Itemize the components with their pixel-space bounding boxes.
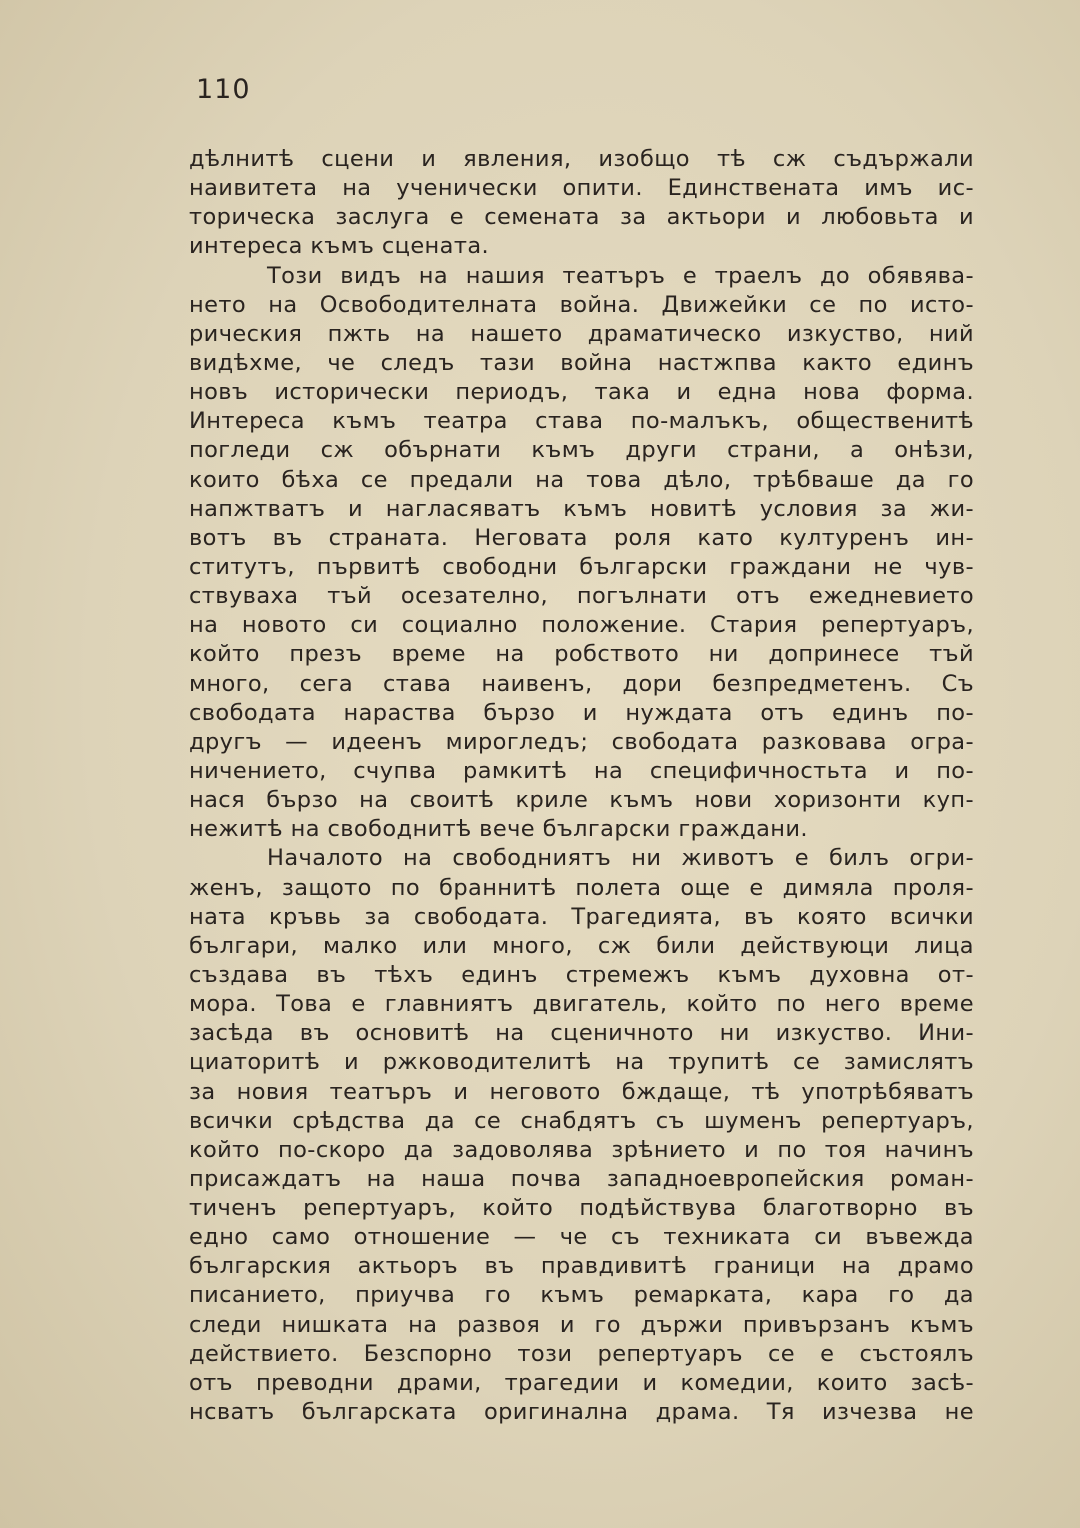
text-line: торическа заслуга е семената за актьори и любовьта и xyxy=(189,204,974,231)
text-line: създава въ тѣхъ единъ стремежъ къмъ духовна от- xyxy=(189,961,974,988)
text-line: нася бързо на своитѣ криле къмъ нови хоризонти куп- xyxy=(189,787,974,814)
text-line: вотъ въ страната. Неговата роля като културенъ ин- xyxy=(189,524,974,551)
text-line: циаторитѣ и ржководителитѣ на трупитѣ се замислятъ xyxy=(189,1049,974,1076)
text-line: ститутъ, първитѣ свободни български граждани не чув- xyxy=(189,553,974,580)
text-line: българи, малко или много, сж били действуюци лица xyxy=(189,932,974,959)
text-line: свободата нараства бързо и нуждата отъ единъ по- xyxy=(189,699,974,726)
page-number: 110 xyxy=(196,74,251,105)
text-line: който по-скоро да задоволява зрѣнието и по тоя начинъ xyxy=(189,1136,974,1163)
text-line: напжтватъ и нагласяватъ къмъ новитѣ условия за жи- xyxy=(189,495,974,522)
text-line: българския актьоръ въ правдивитѣ граници на драмо xyxy=(189,1253,974,1280)
text-line: нсватъ българската оригинална драма. Тя изчезва не xyxy=(189,1399,974,1426)
text-line: отъ преводни драми, трагедии и комедии, които засѣ- xyxy=(189,1369,974,1396)
text-line: тиченъ репертуаръ, който подѣйствува благотворно въ xyxy=(189,1195,974,1222)
text-line: много, сега става наивенъ, дори безпредметенъ. Съ xyxy=(189,670,974,697)
text-line: действието. Безспорно този репертуаръ се е състоялъ xyxy=(189,1340,974,1367)
text-line: ничението, счупва рамкитѣ на специфичностьта и по- xyxy=(189,757,974,784)
text-line: рическия пжть на нашето драматическо изкуство, ний xyxy=(189,320,974,347)
text-line: нето на Освободителната война. Движейки се по исто- xyxy=(189,291,974,318)
text-line: присаждатъ на наша почва западноевропейския роман- xyxy=(189,1165,974,1192)
text-line: които бѣха се предали на това дѣло, трѣбваше да го xyxy=(189,466,974,493)
text-line: ната кръвь за свободата. Трагедията, въ която всички xyxy=(189,903,974,930)
text-line: всички срѣдства да се снабдятъ съ шуменъ репертуаръ, xyxy=(189,1107,974,1134)
text-line: ствуваха тъй осезателно, погълнати отъ ежедневието xyxy=(189,583,974,610)
text-line: погледи сж обърнати къмъ други страни, а онѣзи, xyxy=(189,437,974,464)
text-line: Началото на свободниятъ ни животъ е билъ огри- xyxy=(267,845,974,872)
text-line: интереса къмъ сцената. xyxy=(189,233,490,260)
text-line: Този видъ на нашия театъръ е траелъ до обявява- xyxy=(267,262,974,289)
text-line: дѣлнитѣ сцени и явления, изобщо тѣ сж съдържали xyxy=(189,146,974,172)
text-line: другъ — идеенъ мирогледъ; свободата разковава огра- xyxy=(189,728,974,755)
text-line: следи нишката на развоя и го държи привързанъ къмъ xyxy=(189,1311,974,1338)
text-line: женъ, защото по браннитѣ полета още е димяла проля- xyxy=(189,874,974,901)
text-line: наивитета на ученически опити. Единствената имъ ис- xyxy=(189,175,974,202)
text-line: нежитѣ на свободнитѣ вече български граждани. xyxy=(189,816,808,843)
text-line: на новото си социално положение. Стария репертуаръ, xyxy=(189,612,974,639)
text-line: засѣда въ основитѣ на сценичното ни изкуство. Ини- xyxy=(189,1020,974,1047)
text-line: едно само отношение — че съ техниката си въвежда xyxy=(189,1224,974,1251)
text-line: който презъ време на робството ни допринесе тъй xyxy=(189,641,974,668)
text-line: Интереса къмъ театра става по-малъкъ, общественитѣ xyxy=(189,408,974,435)
text-line: за новия театъръ и неговото бждаще, тѣ употрѣбяватъ xyxy=(189,1078,974,1105)
text-line: новъ исторически периодъ, така и една нова форма. xyxy=(189,379,974,406)
body-text xyxy=(189,145,974,1427)
text-line: писанието, приучва го къмъ ремарката, кара го да xyxy=(189,1282,974,1309)
text-line: видѣхме, че следъ тази война настжпва както единъ xyxy=(189,349,974,376)
text-line: мора. Това е главниятъ двигатель, който по него време xyxy=(189,991,974,1018)
